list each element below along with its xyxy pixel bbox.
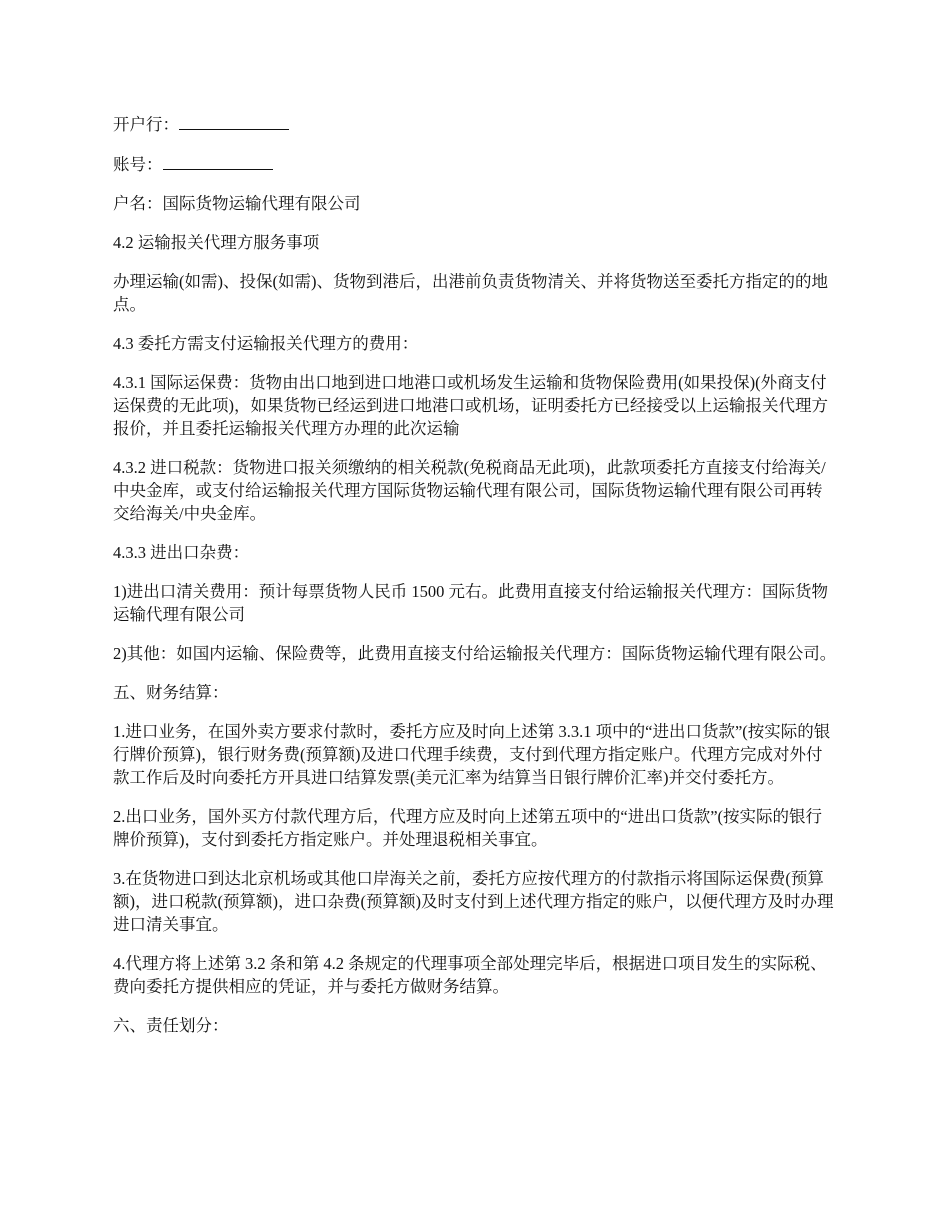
settlement-item-1: 1.进口业务，在国外卖方要求付款时，委托方应及时向上述第 3.3.1 项中的“进出口货款”(按实际的银行牌价预算)，银行财务费(预算额)及进口代理手续费，支付到代理方指定账户。代理方完成对外付款工作后及时向委托方开具进口结算发票(美元汇率为结算当日银行牌价汇率)并交付委托方。 [113,722,831,787]
section-heading-5: 五、财务结算： [113,683,229,702]
clause-4-3-3-heading: 4.3.3 进出口杂费： [113,543,250,562]
bank-line [113,112,838,136]
clause-4-3-3-item-2: 2)其他：如国内运输、保险费等，此费用直接支付给运输报关代理方：国际货物运输代理有限公司。 [113,644,837,663]
section-heading-4-2: 4.2 运输报关代理方服务事项 [113,233,320,252]
clause-4-3-2: 4.3.2 进口税款：货物进口报关须缴纳的相关税款(免税商品无此项)，此款项委托方直接支付给海关/中央金库，或支付给运输报关代理方国际货物运输代理有限公司，国际货物运输代理有限公司再转交给海关/中央金库。 [113,458,826,523]
account-label: 账号： [113,155,163,174]
service-scope-paragraph: 办理运输(如需)、投保(如需)、货物到港后，出港前负责货物清关、并将货物送至委托方指定的的地点。 [113,272,828,314]
account-blank-field [163,152,273,170]
settlement-item-3: 3.在货物进口到达北京机场或其他口岸海关之前，委托方应按代理方的付款指示将国际运保费(预算额)，进口税款(预算额)，进口杂费(预算额)及时支付到上述代理方指定的账户，以便代理方及时办理进口清关事宜。 [113,869,834,934]
bank-label: 开户行： [113,115,179,134]
document-page [113,112,838,1053]
account-holder-name: 户名：国际货物运输代理有限公司 [113,194,361,213]
clause-4-3-1: 4.3.1 国际运保费：货物由出口地到进口地港口或机场发生运输和货物保险费用(如果投保)(外商支付运保费的无此项)，如果货物已经运到进口地港口或机场，证明委托方已经接受以上运输报关代理方报价，并且委托运输报关代理方办理的此次运输 [113,373,828,438]
section-heading-4-3: 4.3 委托方需支付运输报关代理方的费用： [113,334,419,353]
settlement-item-4: 4.代理方将上述第 3.2 条和第 4.2 条规定的代理事项全部处理完毕后，根据进口项目发生的实际税、费向委托方提供相应的凭证，并与委托方做财务结算。 [113,954,827,996]
settlement-item-2: 2.出口业务，国外买方付款代理方后，代理方应及时向上述第五项中的“进出口货款”(按实际的银行牌价预算)，支付到委托方指定账户。并处理退税相关事宜。 [113,807,823,849]
bank-blank-field [179,112,289,130]
section-heading-6: 六、责任划分： [113,1016,229,1035]
clause-4-3-3-item-1: 1)进出口清关费用：预计每票货物人民币 1500 元右。此费用直接支付给运输报关代理方：国际货物运输代理有限公司 [113,582,828,624]
account-line [113,152,838,176]
